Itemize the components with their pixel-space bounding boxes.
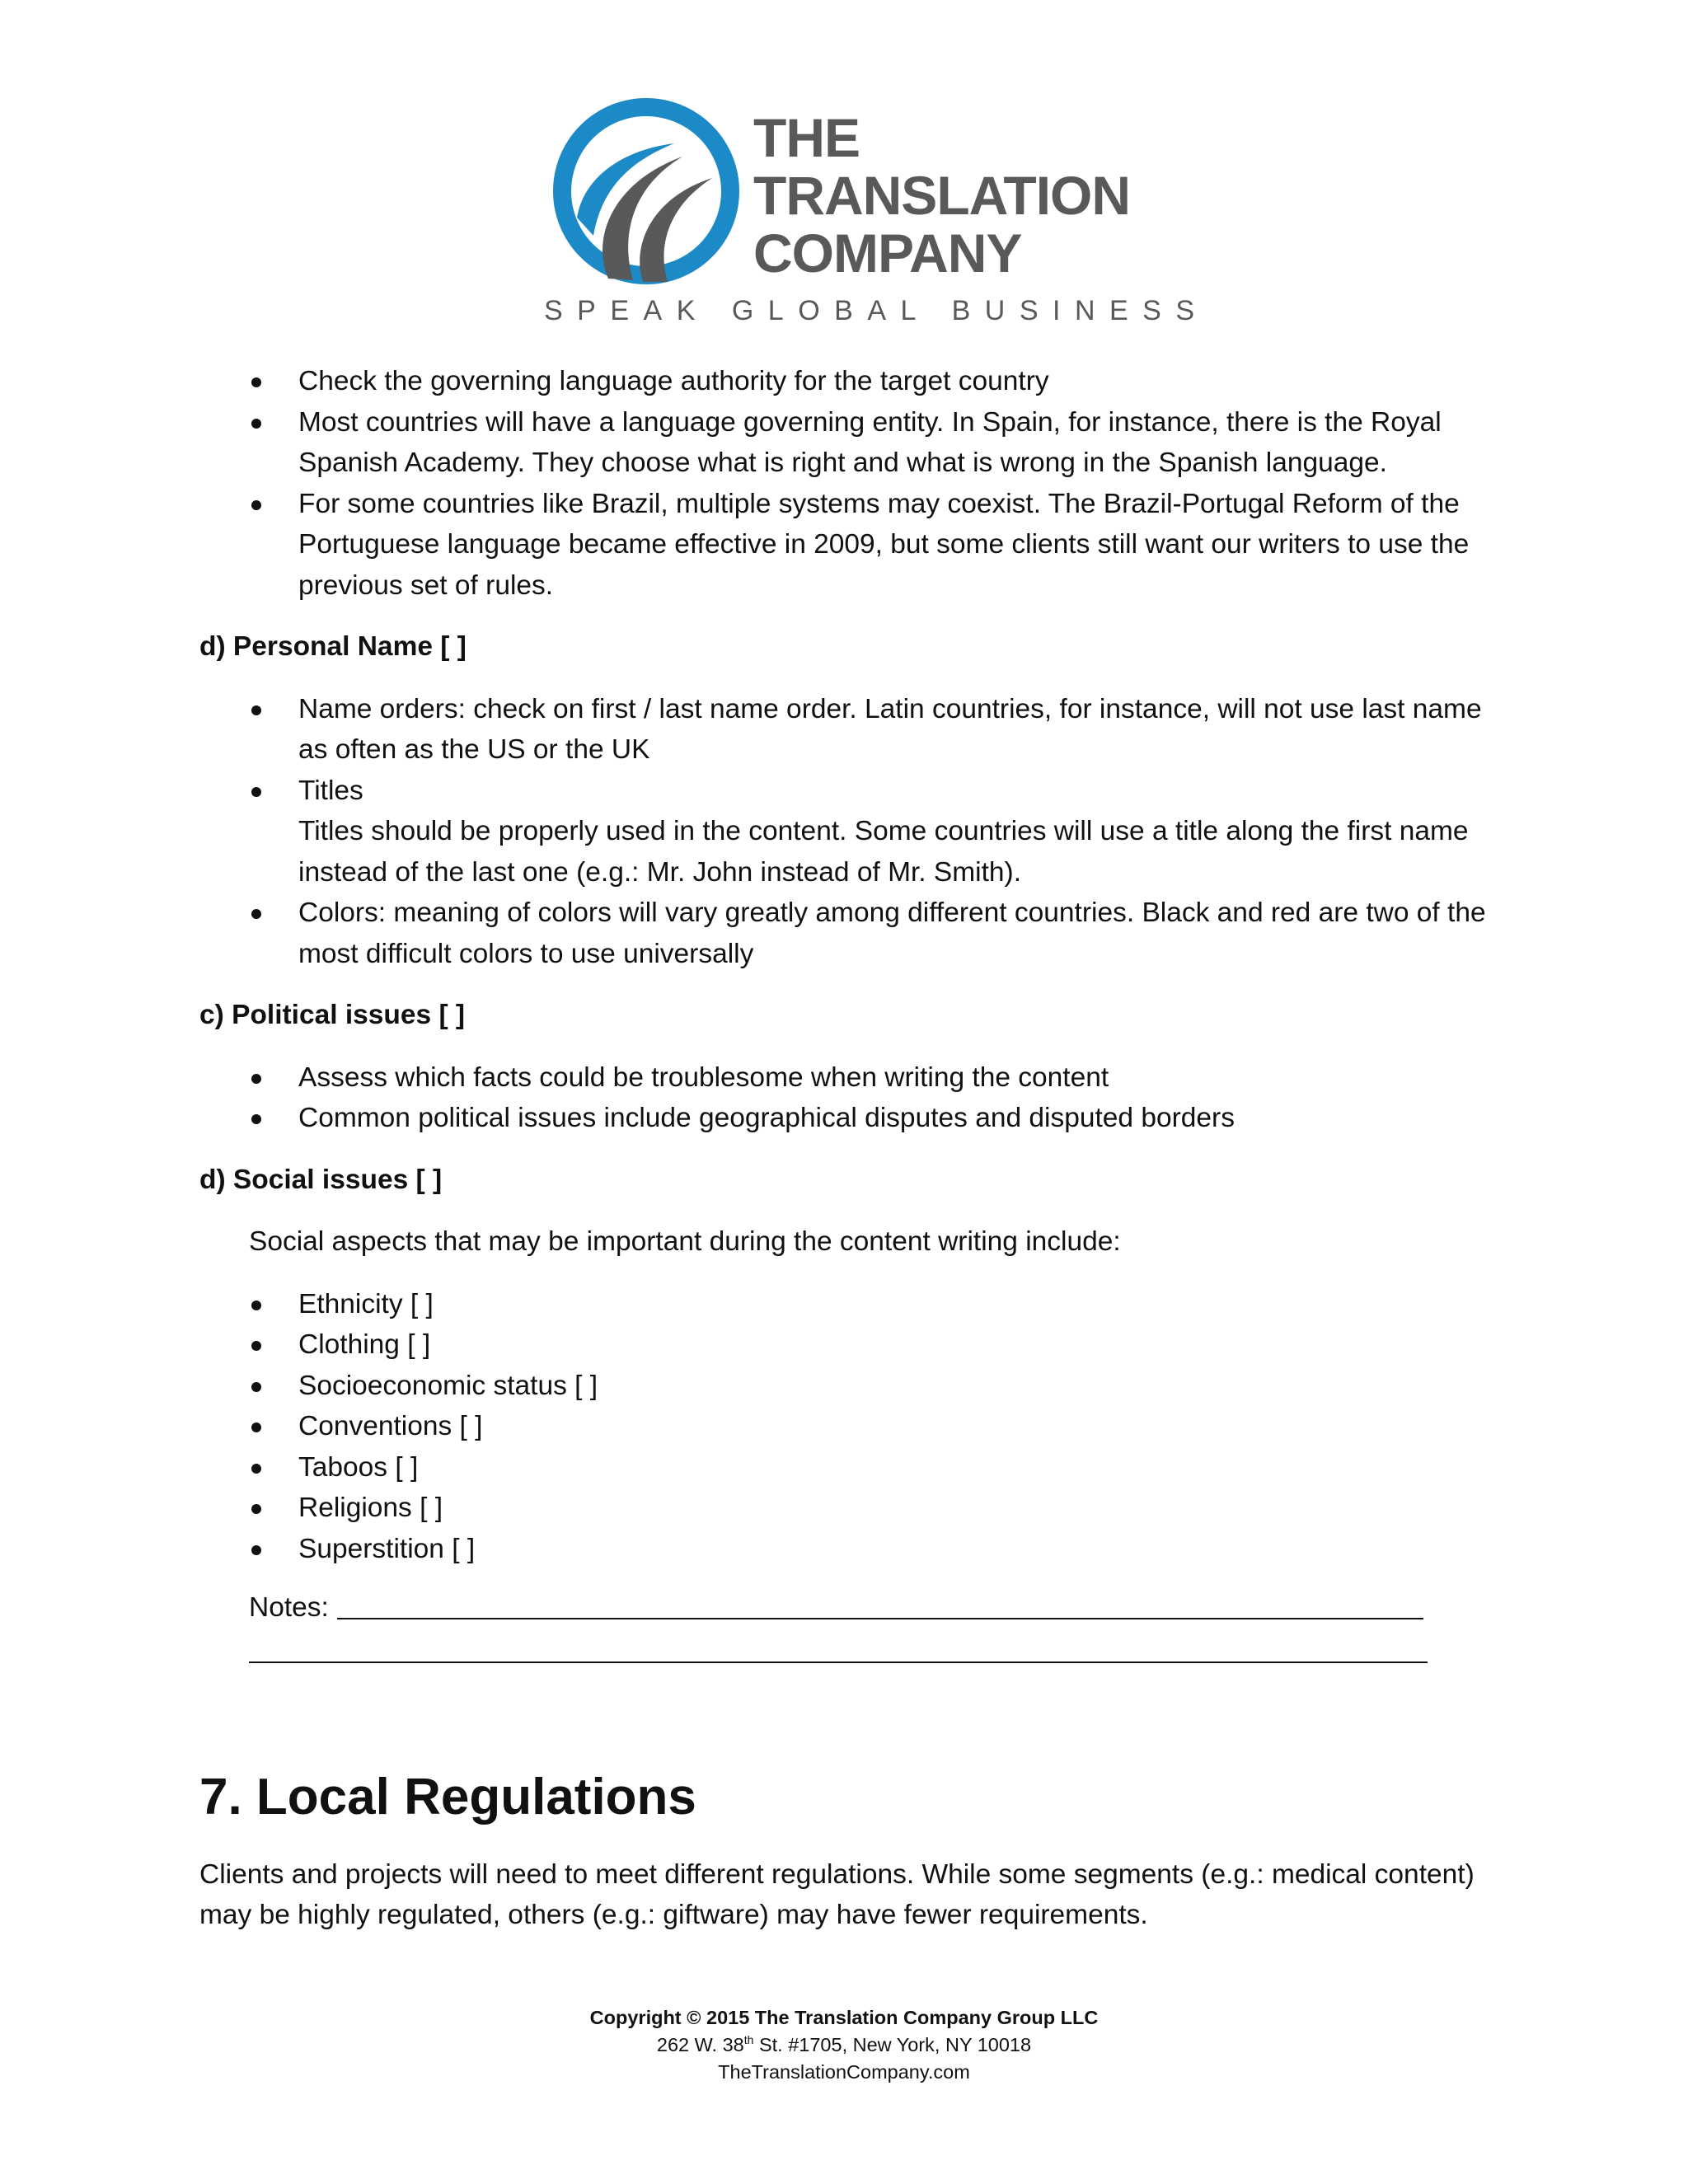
list-item: Check the governing language authority for the target country xyxy=(199,361,1502,402)
address-ordinal: th xyxy=(743,2033,754,2047)
political-issues-list xyxy=(199,1057,1502,1139)
list-item-detail: Titles should be properly used in the content. Some countries will use a title along the first name instead of the last one (e.g.: Mr. John instead of Mr. Smith). xyxy=(298,816,1469,888)
list-item: Assess which facts could be troublesome when writing the content xyxy=(199,1057,1502,1099)
list-item xyxy=(199,771,1502,893)
logo-word-company: COMPANY xyxy=(753,223,1022,284)
social-issues-intro: Social aspects that may be important during the content writing include: xyxy=(249,1226,1121,1257)
notes-label: Notes: xyxy=(249,1592,329,1623)
notes-rule xyxy=(249,1661,1428,1663)
address-rest: St. #1705, New York, NY 10018 xyxy=(753,2034,1032,2055)
personal-name-list xyxy=(199,689,1502,975)
list-item: Ethnicity [ ] xyxy=(199,1284,1502,1325)
list-item: Taboos [ ] xyxy=(199,1447,1502,1488)
list-item: Conventions [ ] xyxy=(199,1406,1502,1447)
notes-section xyxy=(199,1587,1502,1663)
list-item-title: Titles xyxy=(298,775,363,806)
list-item: Superstition [ ] xyxy=(199,1529,1502,1570)
list-item: Religions [ ] xyxy=(199,1488,1502,1529)
footer-address xyxy=(0,2032,1688,2059)
logo-word-translation: TRANSLATION xyxy=(753,165,1131,226)
logo-word-the: THE xyxy=(753,107,860,168)
address-street: 262 W. 38 xyxy=(656,2034,744,2055)
list-item: Most countries will have a language governing entity. In Spain, for instance, there is the Royal Spanish Academy. They choose what is right and what is wrong in the Spanish language. xyxy=(199,402,1502,484)
section-title-local-regulations: 7. Local Regulations xyxy=(199,1768,696,1825)
document-body xyxy=(199,361,1502,1936)
footer-website: TheTranslationCompany.com xyxy=(718,2061,970,2083)
footer-copyright: Copyright © 2015 The Translation Company Group LLC xyxy=(589,2007,1099,2028)
logo-tagline: SPEAK GLOBAL BUSINESS xyxy=(544,295,1209,326)
social-issues-heading: d) Social issues [ ] xyxy=(199,1164,443,1195)
personal-name-heading: d) Personal Name [ ] xyxy=(199,631,467,662)
logo-swoosh-icon xyxy=(551,96,742,287)
political-issues-heading: c) Political issues [ ] xyxy=(199,1000,466,1030)
section-paragraph: Clients and projects will need to meet different regulations. While some segments (e.g.: medical content) may be highly regulated, others (e.g.: giftware) may have fewer requirements. xyxy=(199,1858,1475,1930)
company-logo xyxy=(544,92,1209,340)
list-item: Common political issues include geographical disputes and disputed borders xyxy=(199,1098,1502,1139)
list-item: Clothing [ ] xyxy=(199,1324,1502,1366)
notes-rule xyxy=(337,1618,1423,1619)
page-footer xyxy=(0,2004,1688,2086)
list-item: For some countries like Brazil, multiple systems may coexist. The Brazil-Portugal Reform of the Portuguese language became effective in 2009, but some clients still want our writers to use the previous set of rules. xyxy=(199,484,1502,607)
list-item: Name orders: check on first / last name order. Latin countries, for instance, will not use last name as often as the US or the UK xyxy=(199,689,1502,771)
list-item: Colors: meaning of colors will vary greatly among different countries. Black and red are two of the most difficult colors to use universally xyxy=(199,893,1502,974)
social-issues-list xyxy=(199,1284,1502,1570)
language-authority-list xyxy=(199,361,1502,606)
list-item: Socioeconomic status [ ] xyxy=(199,1366,1502,1407)
notes-line-1 xyxy=(249,1587,1502,1629)
